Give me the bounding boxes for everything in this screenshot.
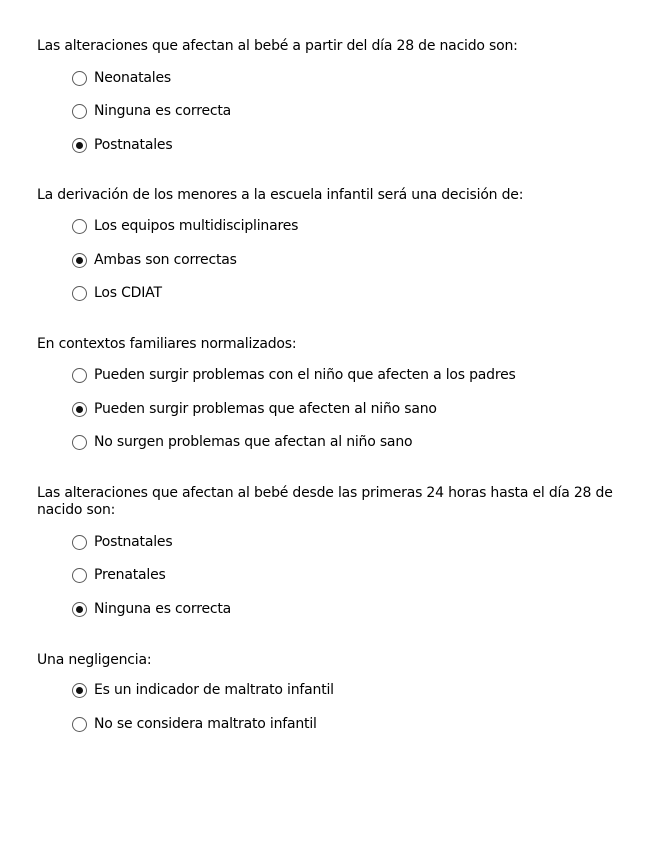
radio-icon[interactable] (72, 717, 87, 732)
option-label: Neonatales (94, 70, 171, 86)
option-label: No se considera maltrato infantil (94, 716, 317, 732)
option-ambas-son-correctas[interactable] (72, 250, 237, 270)
option-equipos-multidisciplinares[interactable] (72, 216, 298, 236)
radio-icon[interactable] (72, 435, 87, 450)
radio-selected-icon[interactable] (72, 683, 87, 698)
radio-icon[interactable] (72, 368, 87, 383)
option-label: Ambas son correctas (94, 252, 237, 268)
option-postnatales[interactable] (72, 532, 172, 552)
radio-selected-icon[interactable] (72, 253, 87, 268)
option-label: Ninguna es correcta (94, 103, 232, 119)
question-text: Las alteraciones que afectan al bebé a partir del día 28 de nacido son: (37, 38, 518, 54)
option-prenatales[interactable] (72, 565, 166, 585)
option-label: Ninguna es correcta (94, 601, 232, 617)
option-no-surgen-problemas[interactable] (72, 432, 412, 452)
radio-icon[interactable] (72, 71, 87, 86)
radio-icon[interactable] (72, 568, 87, 583)
option-label: Los CDIAT (94, 285, 162, 301)
option-problemas-afecten-padres[interactable] (72, 365, 516, 385)
option-no-maltrato[interactable] (72, 714, 317, 734)
option-indicador-maltrato[interactable] (72, 680, 334, 700)
question-text: En contextos familiares normalizados: (37, 336, 297, 352)
question-text: Las alteraciones que afectan al bebé desde las primeras 24 horas hasta el día 28 de nacido son: (37, 485, 613, 518)
option-postnatales[interactable] (72, 135, 172, 155)
option-label: Postnatales (94, 534, 173, 550)
option-label: Pueden surgir problemas que afecten al niño sano (94, 401, 437, 417)
radio-selected-icon[interactable] (72, 138, 87, 153)
question-1 (37, 38, 625, 153)
question-5 (37, 652, 625, 732)
option-label: Los equipos multidisciplinares (94, 218, 299, 234)
radio-selected-icon[interactable] (72, 402, 87, 417)
option-label: Pueden surgir problemas con el niño que afecten a los padres (94, 367, 516, 383)
option-label: Postnatales (94, 137, 173, 153)
option-ninguna-es-correcta[interactable] (72, 101, 231, 121)
option-los-cdiat[interactable] (72, 283, 162, 303)
option-ninguna-es-correcta[interactable] (72, 599, 231, 619)
option-label: No surgen problemas que afectan al niño sano (94, 434, 413, 450)
question-2 (37, 187, 625, 301)
radio-icon[interactable] (72, 535, 87, 550)
option-label: Prenatales (94, 567, 166, 583)
option-label: Es un indicador de maltrato infantil (94, 682, 334, 698)
question-3 (37, 336, 625, 450)
radio-selected-icon[interactable] (72, 602, 87, 617)
radio-icon[interactable] (72, 104, 87, 119)
option-problemas-afecten-nino-sano[interactable] (72, 399, 437, 419)
question-4 (37, 485, 625, 617)
option-neonatales[interactable] (72, 68, 171, 88)
question-text: Una negligencia: (37, 652, 152, 668)
question-text: La derivación de los menores a la escuela infantil será una decisión de: (37, 187, 524, 203)
radio-icon[interactable] (72, 286, 87, 301)
radio-icon[interactable] (72, 219, 87, 234)
